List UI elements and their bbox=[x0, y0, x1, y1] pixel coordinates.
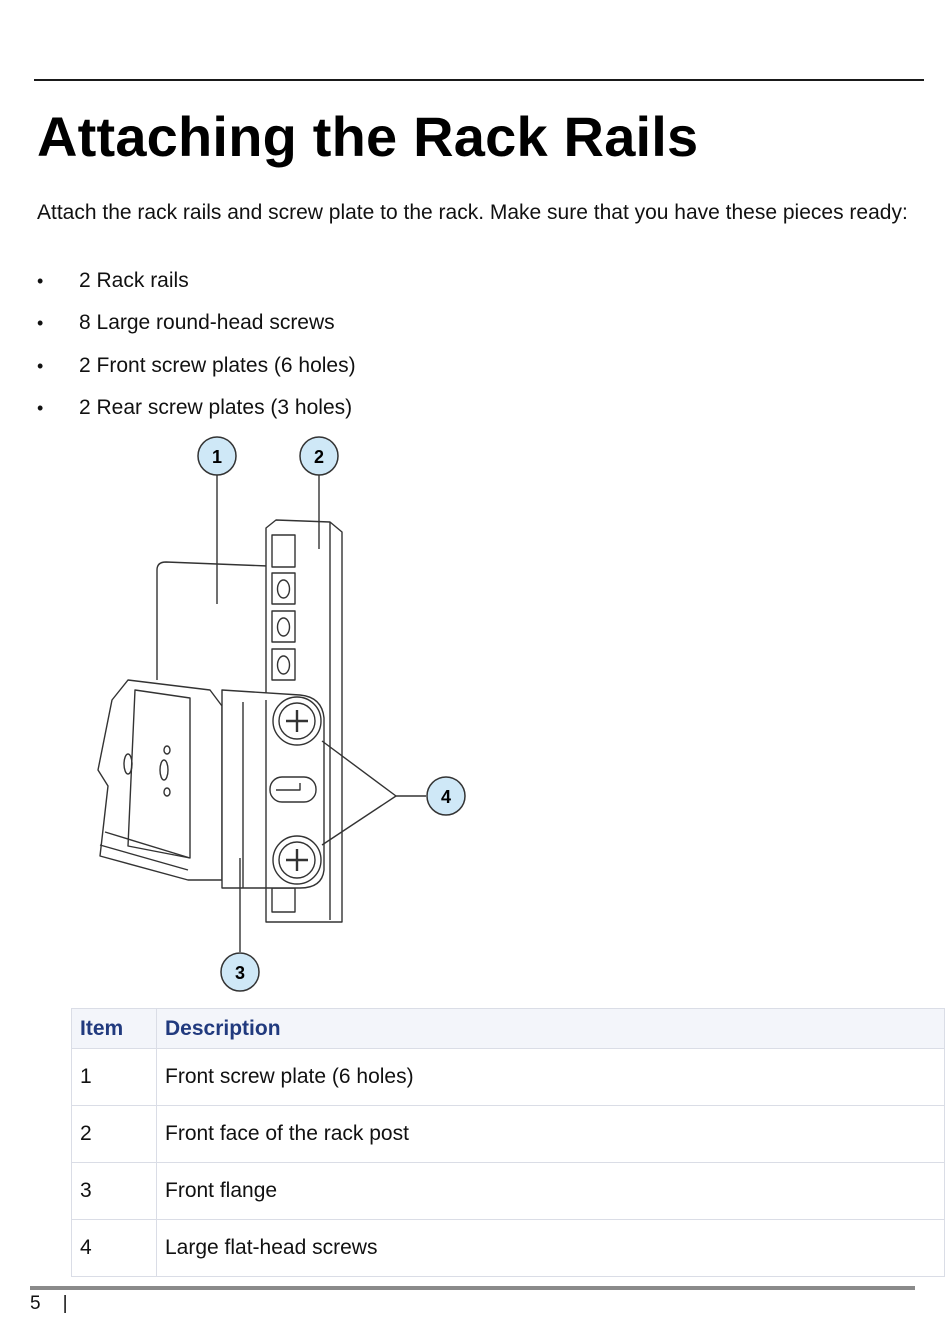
list-item-text: 2 Rear screw plates (3 holes) bbox=[79, 395, 353, 419]
callout-1 bbox=[198, 437, 236, 475]
callout-label: 4 bbox=[440, 787, 452, 807]
parts-table bbox=[71, 1008, 945, 1277]
callout-label: 3 bbox=[234, 963, 246, 983]
bullet-icon: • bbox=[37, 313, 44, 334]
page-number: 5 bbox=[30, 1293, 41, 1314]
table-cell-item: 3 bbox=[72, 1163, 157, 1220]
table-cell-item: 4 bbox=[72, 1220, 157, 1277]
bullet-icon: • bbox=[37, 271, 44, 291]
bottom-rule bbox=[30, 1286, 915, 1290]
table-cell-item: 2 bbox=[72, 1106, 157, 1163]
list-item-text: 8 Large round-head screws bbox=[79, 311, 335, 335]
top-rule bbox=[34, 79, 924, 81]
table-cell-description: Front screw plate (6 holes) bbox=[157, 1049, 945, 1106]
callout-2 bbox=[300, 437, 338, 475]
table-cell-description: Front face of the rack post bbox=[157, 1106, 945, 1163]
table-cell-description: Large flat-head screws bbox=[157, 1220, 945, 1277]
page-title: Attaching the Rack Rails bbox=[37, 105, 699, 168]
footer-separator: | bbox=[62, 1293, 68, 1314]
table-cell-description: Front flange bbox=[157, 1163, 945, 1220]
callout-label: 2 bbox=[313, 447, 325, 467]
bullet-icon: • bbox=[37, 397, 44, 418]
intro-paragraph: Attach the rack rails and screw plate to the rack. Make sure that you have these pieces ready: bbox=[37, 201, 908, 224]
table-row bbox=[72, 1106, 945, 1163]
callout-label: 1 bbox=[211, 447, 223, 467]
table-header-item: Item bbox=[72, 1009, 157, 1049]
table-row bbox=[72, 1163, 945, 1220]
table-row bbox=[72, 1049, 945, 1106]
list-item-text: 2 Front screw plates (6 holes) bbox=[79, 353, 356, 377]
callout-3 bbox=[221, 953, 259, 991]
list-item-text: 2 Rack rails bbox=[79, 269, 189, 292]
table-row bbox=[72, 1220, 945, 1277]
table-header-row bbox=[72, 1009, 945, 1049]
rack-rail-diagram bbox=[90, 430, 480, 1000]
bullet-icon: • bbox=[37, 355, 44, 376]
table-header-description: Description bbox=[157, 1009, 945, 1049]
front-screw-plate bbox=[157, 562, 268, 680]
callout-4 bbox=[427, 777, 465, 815]
page-footer bbox=[30, 1293, 68, 1315]
table-cell-item: 1 bbox=[72, 1049, 157, 1106]
